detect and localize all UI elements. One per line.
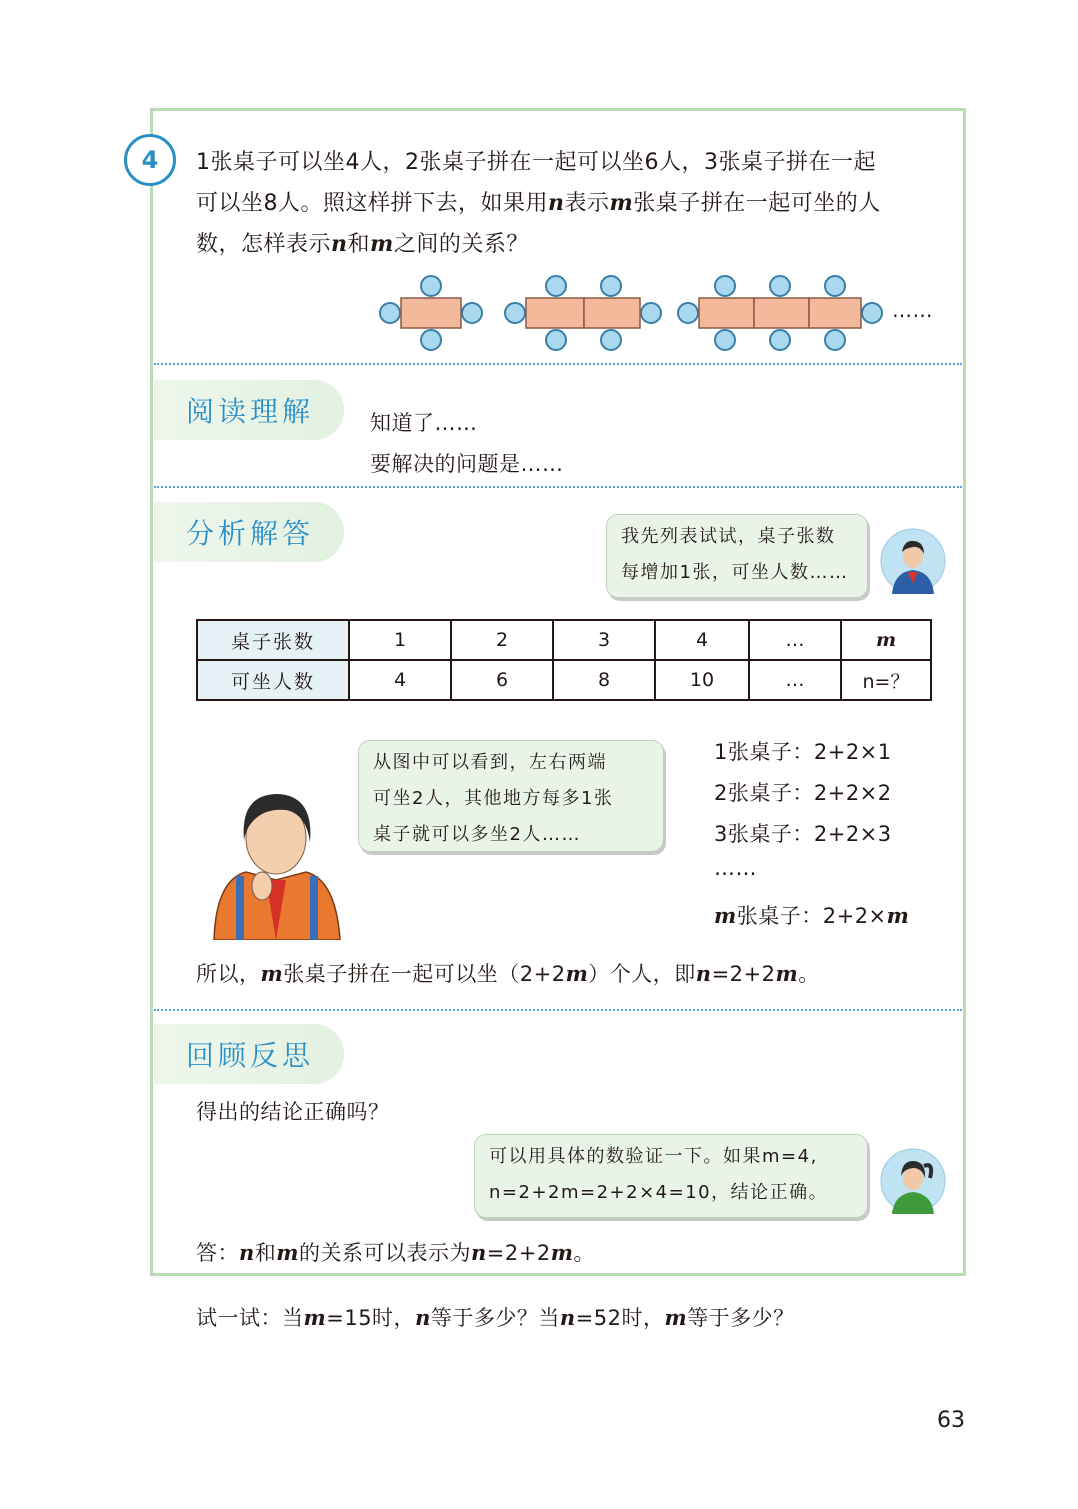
- bubble-line: 从图中可以看到，左右两端: [373, 752, 607, 773]
- illustration-ellipsis: ……: [892, 298, 933, 322]
- text-part: =2+2: [711, 962, 776, 986]
- bubble-line: 我先列表试试，桌子张数: [621, 526, 836, 547]
- var-n: n: [471, 1240, 487, 1265]
- table-cell: m: [841, 620, 931, 660]
- text-part: 。: [573, 1241, 595, 1265]
- reading-line-1: 知道了……: [370, 411, 478, 435]
- bubble-line: 桌子就可以多坐2人……: [373, 824, 581, 845]
- try-it-text: [196, 1302, 795, 1332]
- bubble-line: 可坐2人，其他地方每多1张: [373, 788, 614, 809]
- table-cell: 4: [349, 660, 451, 700]
- problem-line-2a: 可以坐8人。照这样拼下去，如果用: [196, 191, 548, 216]
- text-part: 张桌子拼在一起可以坐（2+2: [283, 962, 566, 986]
- var-n: n: [331, 231, 348, 257]
- review-question: 得出的结论正确吗？: [196, 1100, 390, 1124]
- var-m: m: [886, 903, 910, 928]
- formula-m-text: 张桌子：2+2×: [736, 904, 887, 928]
- var-n: n: [548, 190, 565, 216]
- text-part: 。: [798, 962, 820, 986]
- girl-illustration: [206, 780, 346, 940]
- two-tables-group: [505, 276, 661, 350]
- var-m: m: [714, 903, 737, 928]
- var-m: m: [370, 231, 394, 257]
- problem-text: [196, 142, 956, 265]
- table-cell: 8: [553, 660, 655, 700]
- table-cell: 6: [451, 660, 553, 700]
- bubble-line: 每增加1张，可坐人数……: [621, 562, 849, 583]
- tables-illustration: [370, 272, 890, 354]
- review-title: 回顾反思: [186, 1039, 315, 1072]
- reading-title: 阅读理解: [186, 395, 315, 428]
- formula-3: 3张桌子：2+2×3: [714, 822, 892, 846]
- var-m: m: [664, 1305, 688, 1330]
- text-part: 等于多少？: [687, 1306, 795, 1330]
- var-m: m: [276, 1240, 300, 1265]
- problem-line-2b: 表示: [564, 191, 610, 216]
- var-m: m: [303, 1305, 327, 1330]
- formula-2: 2张桌子：2+2×2: [714, 781, 892, 805]
- divider-2: [154, 486, 962, 488]
- table-cell: 1: [349, 620, 451, 660]
- table-header-cell: 可坐人数: [197, 660, 349, 700]
- formula-1: 1张桌子：2+2×1: [714, 740, 892, 764]
- three-tables-group: [678, 276, 882, 350]
- text-part: =52时，: [575, 1306, 665, 1330]
- text-part: ）个人，即: [588, 962, 696, 986]
- table-row: [197, 660, 931, 700]
- text-part: =2+2: [486, 1241, 551, 1265]
- table-header-cell: 桌子张数: [197, 620, 349, 660]
- var-n: n: [239, 1240, 255, 1265]
- var-m: m: [260, 961, 284, 986]
- formula-dots: ……: [714, 856, 757, 880]
- analysis-title: 分析解答: [186, 517, 315, 550]
- bubble-line: n=2+2m=2+2×4=10，结论正确。: [489, 1182, 829, 1203]
- table-cell: …: [749, 660, 841, 700]
- table-row: [197, 620, 931, 660]
- table-cell: n=？: [841, 660, 931, 700]
- problem-line-1: 1张桌子可以坐4人，2张桌子拼在一起可以坐6人，3张桌子拼在一起: [196, 150, 876, 175]
- text-part: 等于多少？当: [430, 1306, 560, 1330]
- var-n: n: [415, 1305, 431, 1330]
- problem-line-2c: 张桌子拼在一起可坐的人: [633, 191, 881, 216]
- table-cell: 2: [451, 620, 553, 660]
- text-part: 和: [254, 1241, 277, 1265]
- girl-verify-bubble: [474, 1134, 868, 1218]
- var-m: m: [609, 190, 634, 216]
- text-part: 答：: [196, 1241, 239, 1265]
- example-number-badge: 4: [124, 134, 176, 186]
- var-m: m: [550, 1240, 574, 1265]
- girl-speech-bubble: [358, 740, 664, 852]
- reading-line-2: 要解决的问题是……: [370, 452, 564, 476]
- text-part: =15时，: [326, 1306, 416, 1330]
- divider-1: [154, 363, 962, 365]
- problem-line-3a: 数，怎样表示: [196, 232, 332, 257]
- answer-text: [196, 1237, 595, 1267]
- table-cell: …: [749, 620, 841, 660]
- table-cell: 4: [655, 620, 749, 660]
- text-part: 所以，: [196, 962, 261, 986]
- var-n: n: [559, 1305, 576, 1330]
- page-number: 63: [937, 1408, 965, 1433]
- problem-line-3c: 之间的关系？: [393, 232, 529, 257]
- one-table-group: [380, 276, 482, 350]
- data-table: [196, 619, 932, 701]
- formula-m: [714, 900, 909, 930]
- divider-3: [154, 1009, 962, 1011]
- table-cell: 10: [655, 660, 749, 700]
- boy-speech-bubble: [606, 514, 868, 598]
- girl-avatar: [880, 1148, 946, 1214]
- problem-line-3b: 和: [347, 232, 371, 257]
- var-m: m: [565, 961, 589, 986]
- text-part: 的关系可以表示为: [299, 1241, 472, 1265]
- var-n: n: [695, 961, 712, 986]
- var-m: m: [775, 961, 799, 986]
- table-cell: 3: [553, 620, 655, 660]
- conclusion-text: [196, 958, 820, 988]
- bubble-line: 可以用具体的数验证一下。如果m=4,: [489, 1146, 818, 1167]
- boy-avatar: [880, 528, 946, 594]
- text-part: 试一试：当: [196, 1306, 304, 1330]
